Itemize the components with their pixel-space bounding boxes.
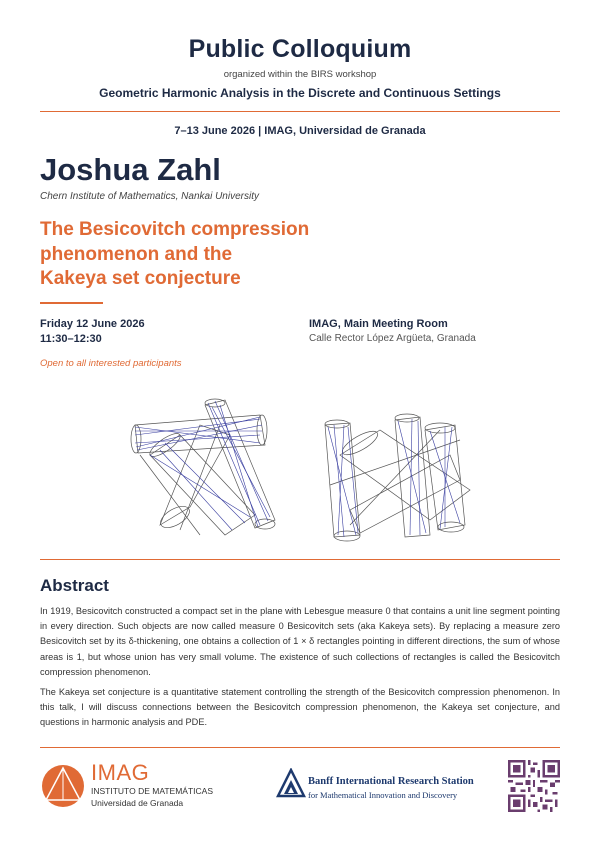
imag-university: Universidad de Granada (91, 798, 184, 808)
subtitle: organized within the BIRS workshop (223, 69, 377, 80)
talk-title-line: The Besicovitch compression (40, 219, 310, 240)
birs-tagline: for Mathematical Innovation and Discovery (308, 790, 458, 800)
birs-logo-icon (276, 768, 306, 800)
birs-name: Banff International Research Station (308, 776, 474, 787)
open-note: Open to all interested participants (40, 358, 182, 369)
talk-title-line: phenomenon and the (40, 243, 233, 265)
speaker-name: Joshua Zahl (40, 152, 221, 187)
qr-code-icon[interactable] (508, 760, 560, 812)
accent-divider (40, 302, 103, 304)
abstract-paragraph: The Kakeya set conjecture is a quantitative statement controlling the strength of the Besicovitch compression phenomenon. In this talk, I will discuss connections between the Besicovitch compression phenomenon, the Kakeya set conjecture, and questions in harmonic analysis and PDE. (40, 687, 560, 728)
dateline: 7–13 June 2026 | IMAG, Universidad de Granada (174, 125, 426, 137)
talk-title (40, 218, 370, 292)
abstract-paragraph: In 1919, Besicovitch constructed a compact set in the plane with Lebesgue measure 0 that contains a unit line segment pointing in every direction. Such objects are now called measure 0 Besicovitch sets (aka Kakeya sets). By replacing a measure zero Besicovitch set by its δ-thickening, one obtains a collection of 1 × δ rectangles pointing in different directions, the sum of whose areas is 1, but whose union has very small volume. The existence of such collections of rectangles is called the Besicovitch compression phenomenon. (40, 606, 560, 677)
kakeya-figure-right-lines (328, 419, 460, 537)
talk-title-line: Kakeya set conjecture (40, 268, 241, 289)
imag-logo-icon (40, 763, 86, 809)
abstract-heading: Abstract (40, 576, 109, 595)
page-title: Public Colloquium (188, 35, 412, 63)
event-venue: IMAG, Main Meeting Room (309, 318, 448, 330)
workshop-title: Geometric Harmonic Analysis in the Discrete and Continuous Settings (99, 86, 501, 100)
kakeya-figure-right (325, 414, 470, 541)
event-address: Calle Rector López Argüeta, Granada (309, 333, 476, 344)
divider (40, 111, 560, 112)
imag-name: IMAG (91, 760, 150, 785)
divider (40, 559, 560, 560)
speaker-affiliation: Chern Institute of Mathematics, Nankai University (40, 191, 259, 202)
divider (40, 747, 560, 748)
event-time: 11:30–12:30 (40, 333, 102, 345)
event-day: Friday 12 June 2026 (40, 318, 145, 330)
kakeya-illustration (120, 395, 480, 545)
kakeya-figure-left (131, 399, 275, 535)
imag-institute: INSTITUTO DE MATEMÁTICAS (91, 786, 213, 796)
